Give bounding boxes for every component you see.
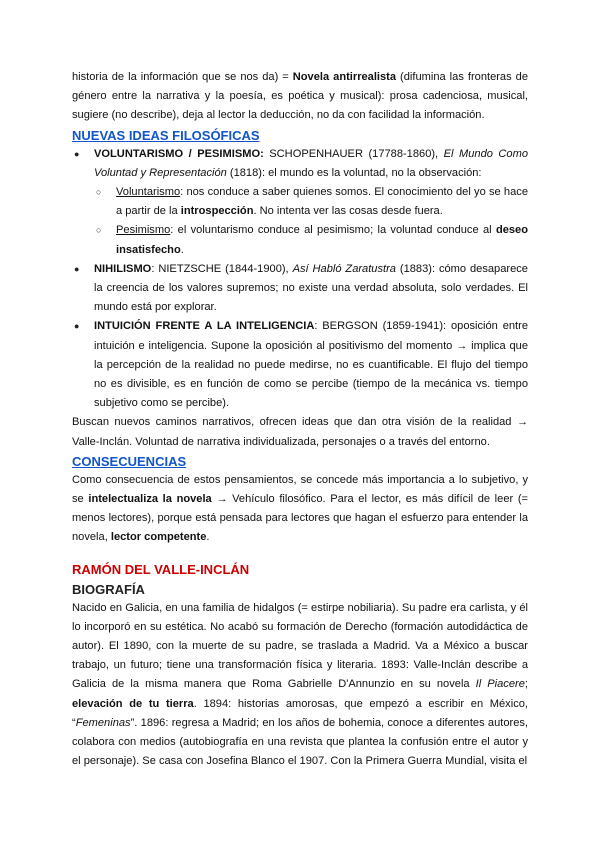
- consecuencias-heading[interactable]: CONSECUENCIAS: [72, 453, 187, 469]
- ideas-closing-paragraph: Buscan nuevos caminos narrativos, ofrecen ideas que dan otra visión de la realidad → Valle-Inclán. Voluntad de narrativa individualizada, personajes o a través del entorno.: [72, 416, 528, 448]
- list-item-nihilismo: ● NIHILISMO: NIETZSCHE (1844-1900), Así Habló Zaratustra (1883): cómo desaparece la creencia de los valores supremos; no existe una verdad absoluta, solo verdades. El mundo está por explorar.: [72, 260, 528, 318]
- ideas-list: [72, 145, 528, 414]
- list-item-intuicion: ● INTUICIÓN FRENTE A LA INTELIGENCIA: BERGSON (1859-1941): oposición entre intuición e inteligencia. Supone la oposición al positivismo del momento → implica que la percepción de la realidad no puede medirse, no es cuantificable. El flujo del tiempo no es divisible, es en función de como se percibe (tiempo de la mecánica vs. tiempo subjetivo como se percibe).: [72, 317, 528, 413]
- voluntarismo-sublist: [94, 183, 528, 260]
- sub-item-voluntarismo: ○ Voluntarismo: nos conduce a saber quienes somos. El conocimiento del yo se hace a partir de la introspección. No intenta ver las cosas desde fuera.: [94, 183, 528, 221]
- nuevas-ideas-heading[interactable]: NUEVAS IDEAS FILOSÓFICAS: [72, 127, 260, 143]
- biografia-paragraph: Nacido en Galicia, en una familia de hidalgos (= estirpe nobiliaria). Su padre era carlista, y él lo incorporó en su estética. No acabó su formación de Derecho (formación autodidáctica de autor). El 1890, con la muerte de su padre, se traslada a Madrid. Va a México a buscar trabajo, un futuro; tiene una transformación física y literaria. 1893: Valle-Inclán describe a Galicia de la misma manera que Roma Gabrielle D'Annunzio en su novela Il Piacere; elevación de tu tierra. 1894: historias amorosas, que empezó a escribir en México, “Femeninas”. 1896: regresa a Madrid; en los años de bohemia, conoce a diferentes autores, colabora con medios (autobiografía en una revista que plantea la confusión entre el autor y el personaje). Se casa con Josefina Blanco el 1907. Con la Primera Guerra Mundial, visita el: [72, 601, 528, 768]
- list-item-voluntarismo: ● VOLUNTARISMO / PESIMISMO: SCHOPENHAUER (17788-1860), El Mundo Como Voluntad y Representación (1818): el mundo es la voluntad, no la observación: ○ Voluntarismo: nos conduce a saber quienes somos. El conocimiento del yo se hace a partir de la introspección. No intenta ver las cosas desde fuera. ○ Pesimismo: el voluntarismo conduce al pesimismo; la voluntad conduce al deseo insatisfecho.: [72, 145, 528, 260]
- consecuencias-paragraph: Como consecuencia de estos pensamientos, se concede más importancia a lo subjetivo, y se intelectualiza la novela → Vehículo filosófico. Para el lector, es más difícil de leer (= menos lectores), porque está pensada para lectores que hagan el esfuerzo para entender la novela, lector competente.: [72, 473, 528, 544]
- intro-paragraph: historia de la información que se nos da) = Novela antirrealista (difumina las fronteras de género entre la narrativa y la poesía, es poética y musical): prosa cadenciosa, musical, sugiere (no describe), deja al lector la deducción, no da con facilidad la información.: [72, 71, 528, 122]
- sub-item-pesimismo: ○ Pesimismo: el voluntarismo conduce al pesimismo; la voluntad conduce al deseo insatisfecho.: [94, 221, 528, 259]
- biografia-heading: BIOGRAFÍA: [72, 581, 145, 597]
- document-page: [72, 68, 528, 772]
- author-title: RAMÓN DEL VALLE-INCLÁN: [72, 561, 250, 577]
